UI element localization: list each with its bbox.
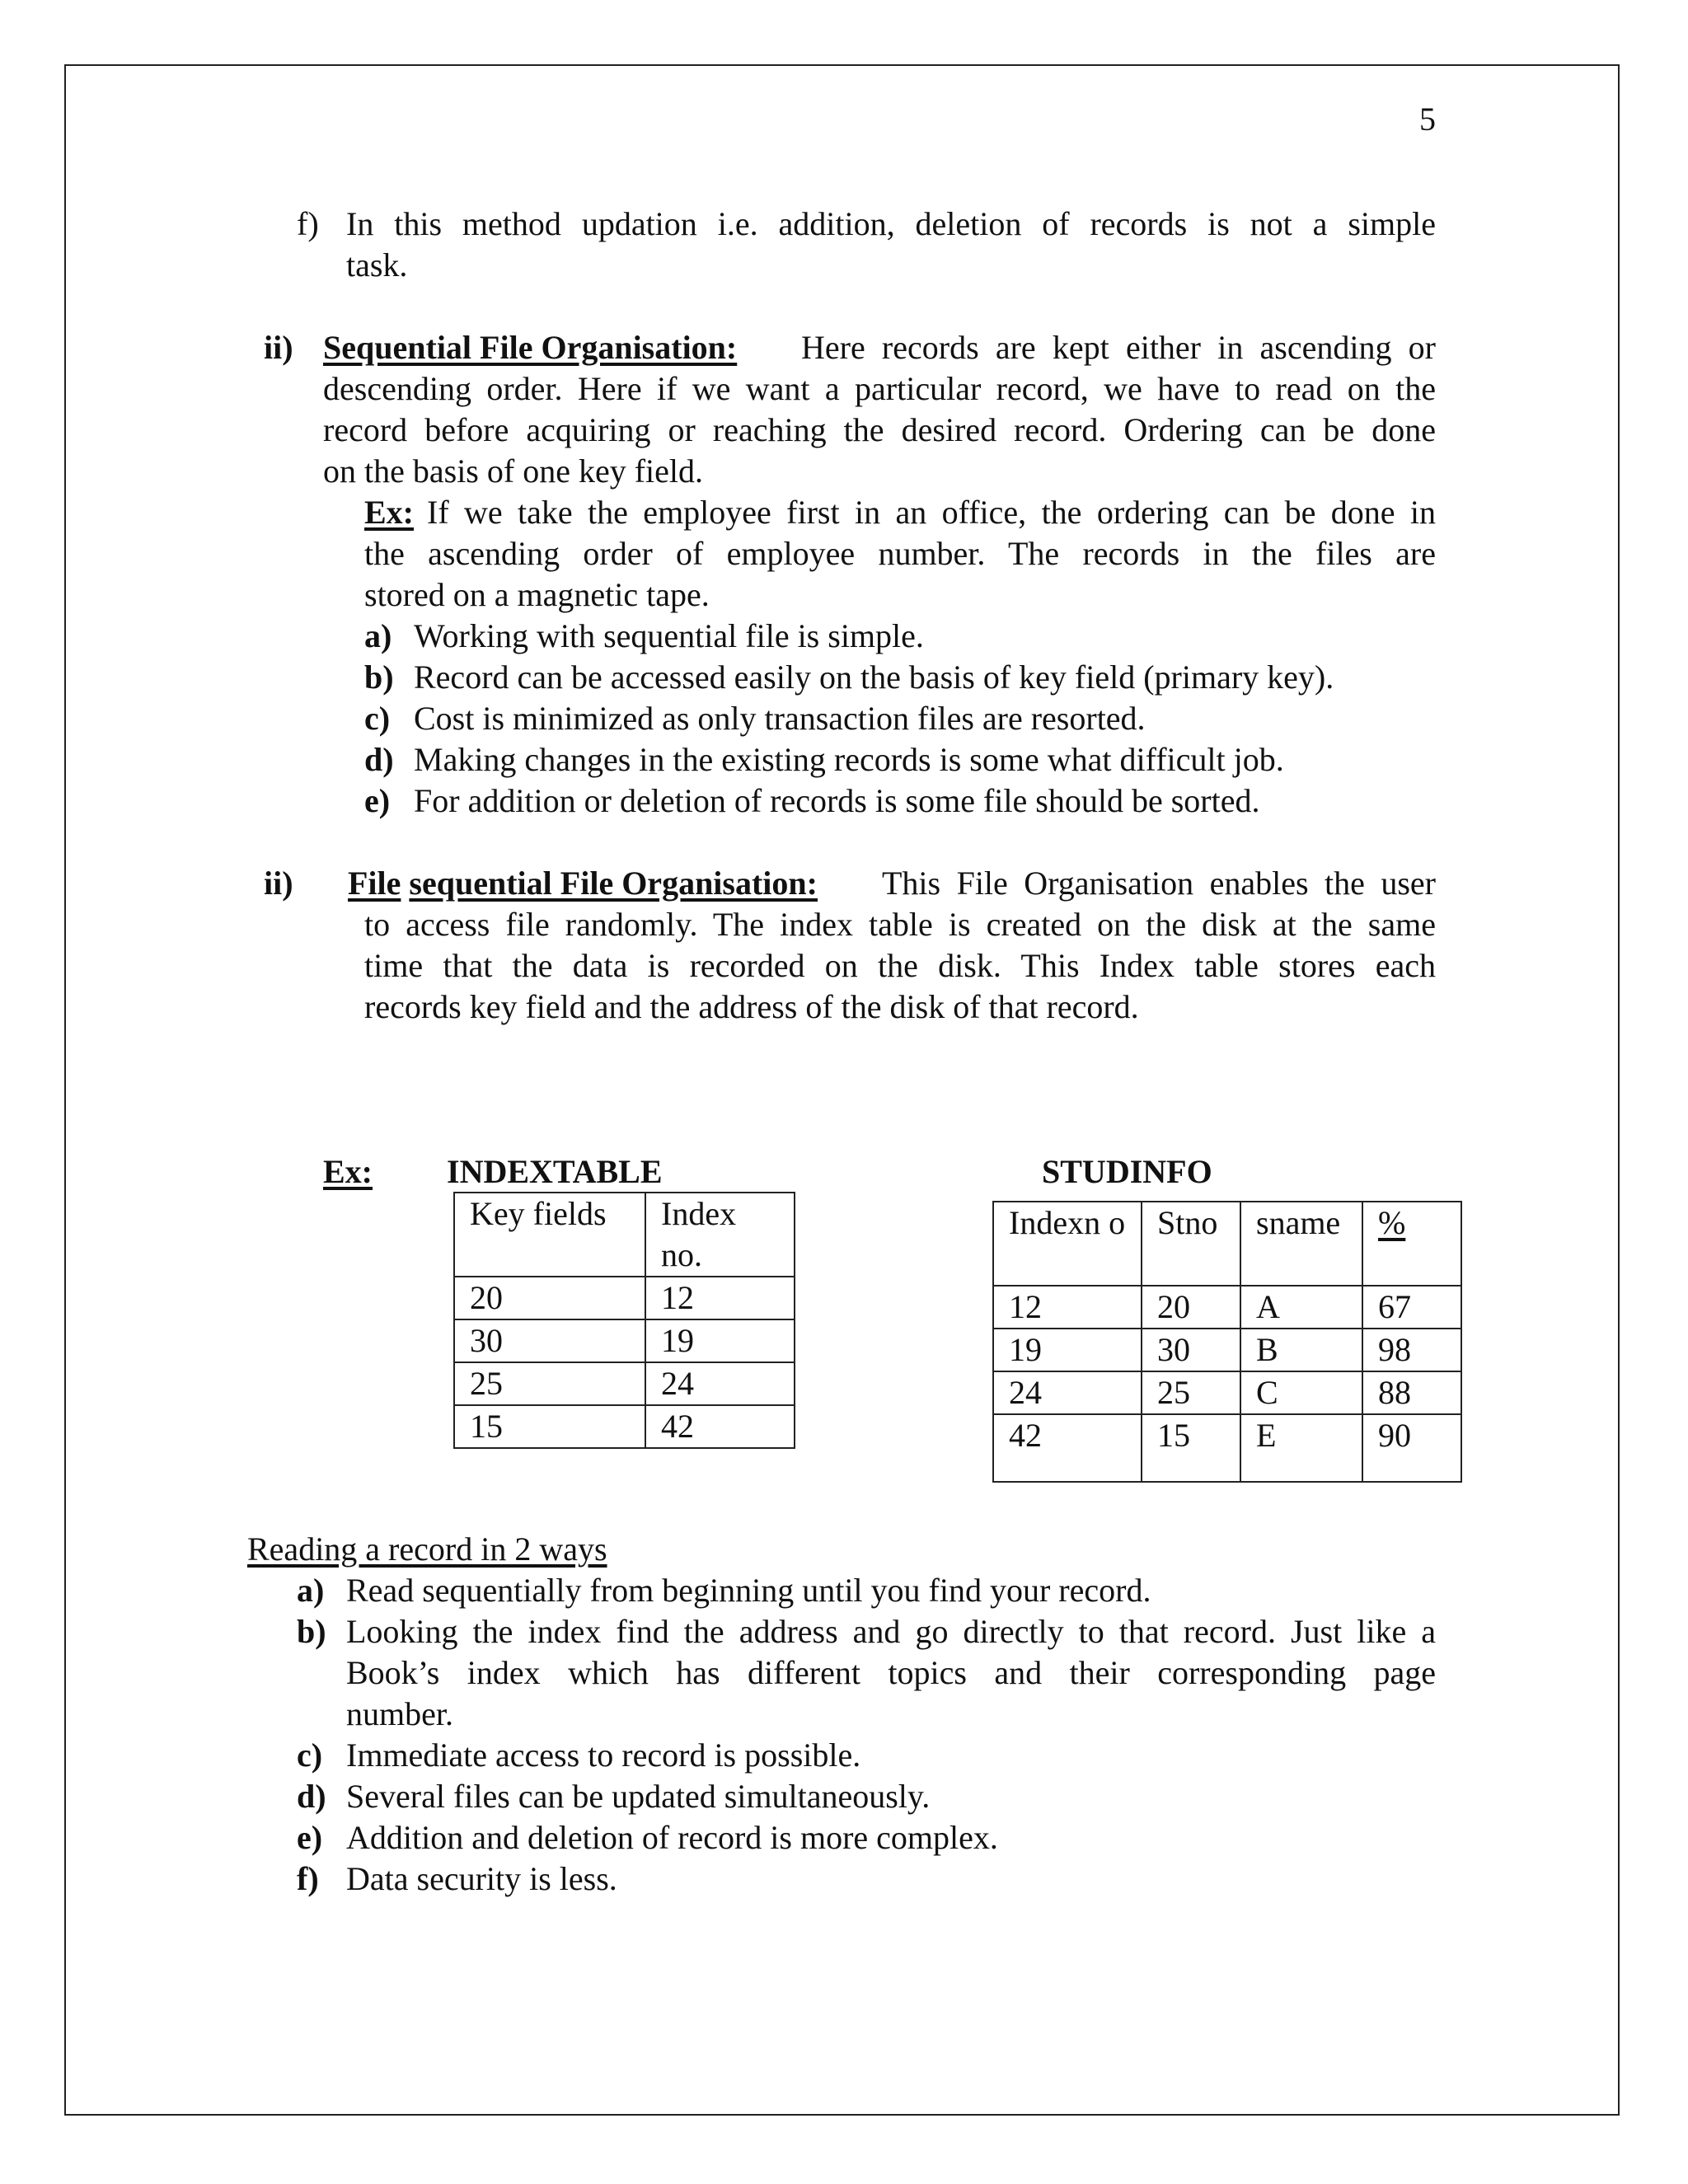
reading-f-text: Data security is less. [346,1860,617,1897]
item-f-label: f) [297,205,319,242]
indextable [453,1192,795,1449]
sequential-point-text: Cost is minimized as only transaction files are resorted. [414,700,1146,737]
reading-c-text: Immediate access to record is possible. [346,1736,861,1774]
reading-a-label: a) [297,1572,325,1609]
table-cell: 42 [645,1405,795,1448]
reading-f-label: f) [297,1860,319,1897]
sequential-ex-line1: If we take the employee first in an office, the ordering can be done in [427,494,1436,531]
table-cell: 30 [454,1319,645,1362]
studinfo-title: STUDINFO [1042,1153,1212,1190]
file-sequential-heading-b: sequential File Organisation: [409,865,818,902]
file-sequential-line1: This File Organisation enables the user [882,865,1436,902]
item-f-line2: task. [346,246,408,284]
sequential-point-text: Making changes in the existing records is some what difficult job. [414,741,1284,778]
table-cell: 20 [454,1277,645,1319]
table-cell: 15 [454,1405,645,1448]
sequential-point-label: e) [364,782,391,819]
table-header-cell: Indexn o [993,1202,1142,1286]
sequential-heading-line [323,327,737,368]
table-row [993,1286,1461,1329]
reading-b-line1: Looking the index find the address and go directly to that record. Just like a [346,1613,1436,1650]
file-sequential-line2: to access file randomly. The index table is created on the disk at the same [364,906,1436,943]
table-row [454,1405,795,1448]
reading-heading: Reading a record in 2 ways [247,1530,607,1568]
sequential-heading: Sequential File Organisation: [323,329,738,366]
table-cell: 24 [993,1371,1142,1414]
reading-e-text: Addition and deletion of record is more complex. [346,1819,998,1856]
table-header-cell: Key fields [454,1193,645,1277]
table-cell: 24 [645,1362,795,1405]
table-cell: 25 [1142,1371,1240,1414]
table-cell: 19 [645,1319,795,1362]
sequential-point-label: d) [364,741,394,778]
indextable-title: INDEXTABLE [447,1153,663,1190]
sequential-point-label: a) [364,617,392,654]
table-header-cell: Index no. [645,1193,795,1277]
table-header-cell: Stno [1142,1202,1240,1286]
table-cell: 67 [1362,1286,1461,1329]
file-sequential-heading-line [348,863,818,904]
table-cell: C [1240,1371,1362,1414]
sequential-ex-line3: stored on a magnetic tape. [364,576,710,613]
sequential-point-text: Record can be accessed easily on the basis of key field (primary key). [414,658,1334,696]
table-row [454,1362,795,1405]
file-sequential-label: ii) [264,865,293,902]
table-cell: 98 [1362,1329,1461,1371]
table-row [993,1371,1461,1414]
item-f-line1: In this method updation i.e. addition, deletion of records is not a simple [346,205,1436,242]
sequential-ex-line2: the ascending order of employee number. The records in the files are [364,535,1436,572]
reading-b-line3: number. [346,1695,453,1732]
example-ex-label: Ex: [323,1153,373,1190]
reading-d-text: Several files can be updated simultaneously. [346,1778,931,1815]
sequential-line3: record before acquiring or reaching the desired record. Ordering can be done [323,411,1436,448]
table-cell: A [1240,1286,1362,1329]
table-cell: 19 [993,1329,1142,1371]
sequential-point-label: c) [364,700,391,737]
studinfo-table [992,1201,1462,1483]
table-cell: B [1240,1329,1362,1371]
table-cell: E [1240,1414,1362,1482]
table-row [454,1277,795,1319]
table-cell: 88 [1362,1371,1461,1414]
file-sequential-line4: records key field and the address of the disk of that record. [364,988,1139,1025]
sequential-point-text: For addition or deletion of records is some file should be sorted. [414,782,1260,819]
table-row [993,1329,1461,1371]
table-cell: 15 [1142,1414,1240,1482]
table-header-row [993,1202,1461,1286]
reading-b-line2: Book’s index which has different topics and their corresponding page [346,1654,1436,1691]
table-header-row [454,1193,795,1277]
table-row [993,1414,1461,1482]
table-cell: 90 [1362,1414,1461,1482]
table-cell: 30 [1142,1329,1240,1371]
reading-a-text: Read sequentially from beginning until you find your record. [346,1572,1151,1609]
file-sequential-line3: time that the data is recorded on the disk. This Index table stores each [364,947,1436,984]
sequential-line2: descending order. Here if we want a particular record, we have to read on the [323,370,1436,407]
reading-c-label: c) [297,1736,323,1774]
sequential-point-label: b) [364,658,394,696]
file-sequential-heading-a: File [348,865,401,902]
reading-e-label: e) [297,1819,323,1856]
table-header-cell: % [1362,1202,1461,1286]
table-cell: 12 [993,1286,1142,1329]
sequential-line4: on the basis of one key field. [323,452,703,490]
table-cell: 20 [1142,1286,1240,1329]
sequential-label: ii) [264,329,293,366]
table-header-cell: sname [1240,1202,1362,1286]
table-cell: 12 [645,1277,795,1319]
reading-d-label: d) [297,1778,326,1815]
reading-b-label: b) [297,1613,326,1650]
sequential-line1: Here records are kept either in ascending or [801,329,1436,366]
page-number: 5 [1419,101,1436,138]
table-cell: 25 [454,1362,645,1405]
sequential-ex-label: Ex: [364,494,414,531]
table-cell: 42 [993,1414,1142,1482]
sequential-point-text: Working with sequential file is simple. [414,617,924,654]
table-row [454,1319,795,1362]
